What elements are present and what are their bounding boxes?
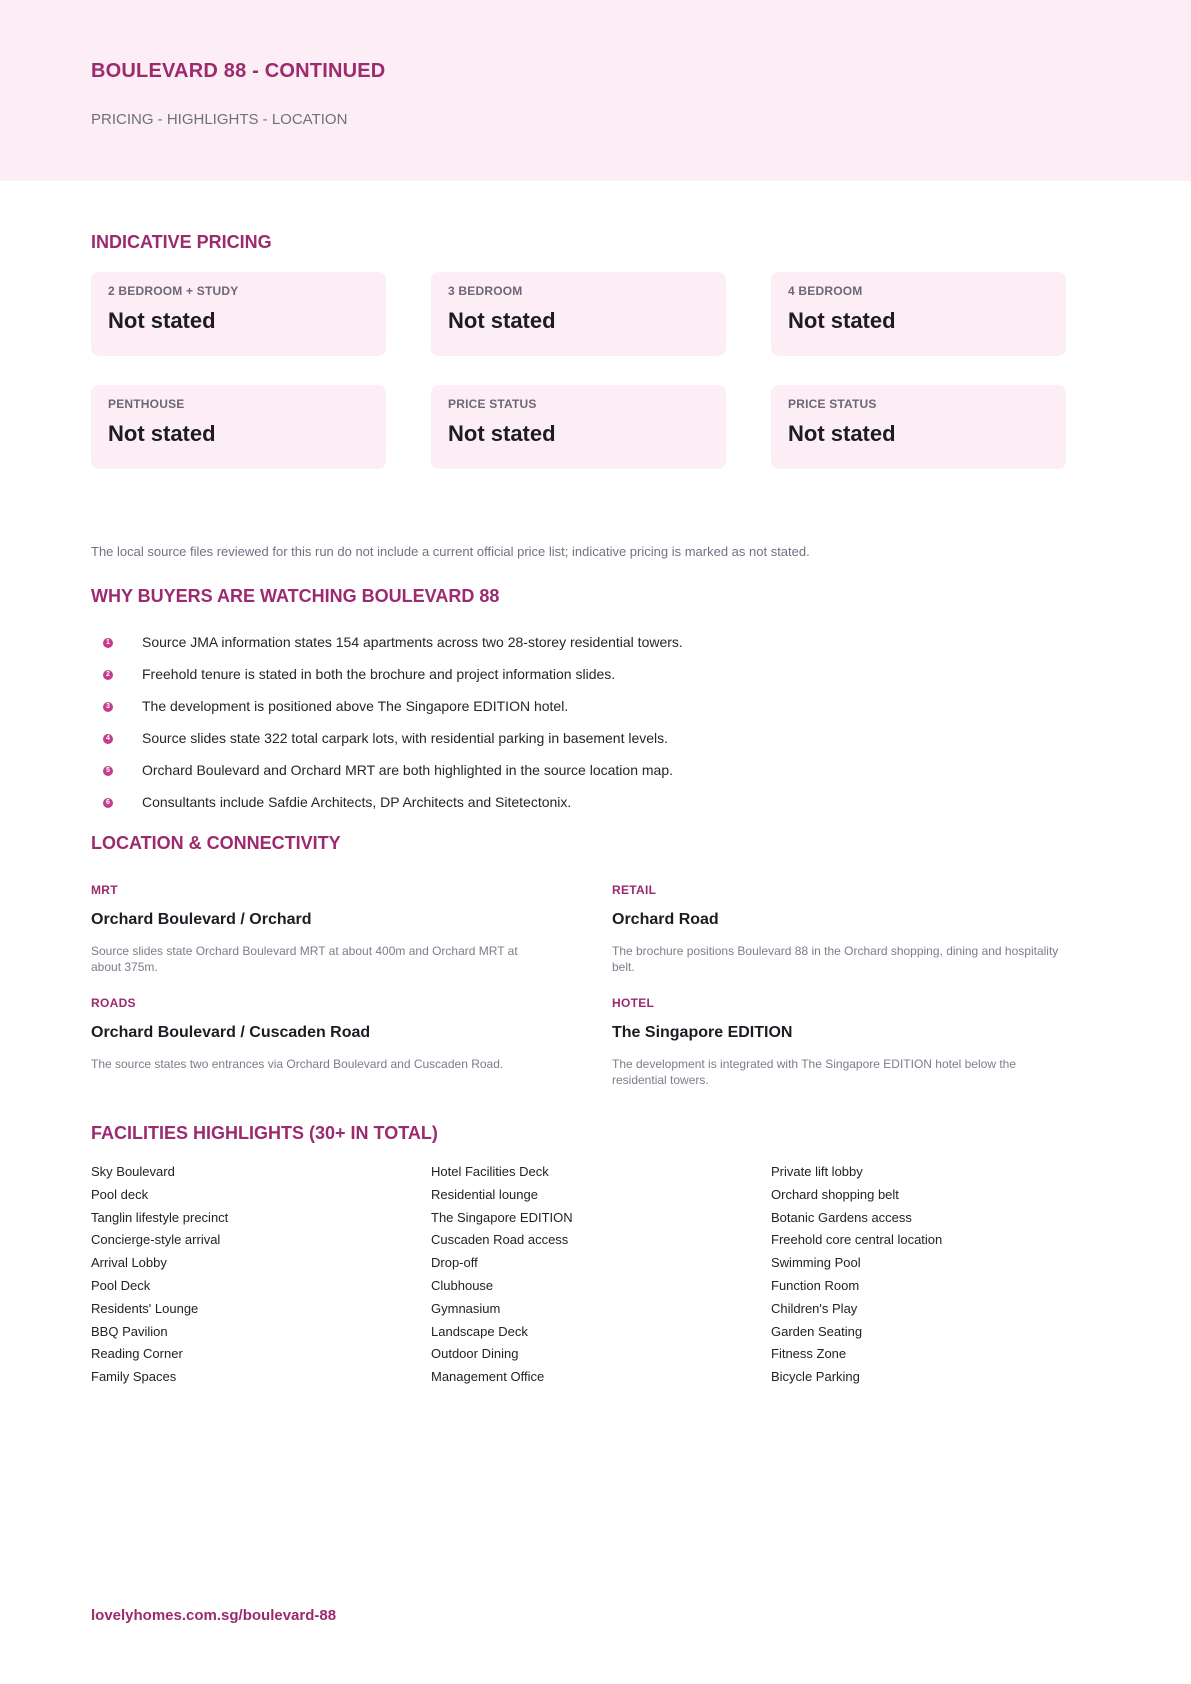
- location-item-hotel: [612, 996, 1082, 1088]
- price-card-value: Not stated: [108, 421, 216, 446]
- price-card-label: PENTHOUSE: [108, 397, 185, 411]
- facility-item: Pool Deck: [91, 1277, 151, 1293]
- list-item-text: Orchard Boulevard and Orchard MRT are both highlighted in the source location map.: [142, 762, 674, 778]
- price-card: [431, 272, 726, 356]
- location-category: HOTEL: [612, 996, 655, 1010]
- facility-item: Sky Boulevard: [91, 1164, 175, 1179]
- facilities-column-1: [91, 1164, 391, 1392]
- list-item: [91, 760, 1091, 792]
- price-card-label: PRICE STATUS: [788, 397, 877, 411]
- facility-item: Pool deck: [91, 1186, 149, 1202]
- facility-item: Reading Corner: [91, 1346, 183, 1362]
- facility-item: Residents' Lounge: [91, 1300, 199, 1316]
- location-name: Orchard Boulevard / Cuscaden Road: [91, 1024, 371, 1041]
- price-card-label: 4 BEDROOM: [788, 284, 863, 298]
- facility-item: Botanic Gardens access: [771, 1209, 912, 1225]
- location-section-title: LOCATION & CONNECTIVITY: [91, 833, 341, 853]
- facility-item: Freehold core central location: [771, 1232, 943, 1248]
- facility-item: Hotel Facilities Deck: [431, 1164, 549, 1179]
- bullet-number-icon: 1: [103, 638, 113, 648]
- facility-item: Function Room: [771, 1277, 860, 1293]
- facilities-section-title: FACILITIES HIGHLIGHTS (30+ IN TOTAL): [91, 1123, 438, 1143]
- price-card: [771, 385, 1066, 469]
- facility-item: Gymnasium: [431, 1300, 501, 1316]
- page-subtitle: PRICING - HIGHLIGHTS - LOCATION: [91, 111, 348, 128]
- price-card-label: 3 BEDROOM: [448, 284, 523, 298]
- location-item-roads: [91, 996, 561, 1072]
- price-card-label: PRICE STATUS: [448, 397, 537, 411]
- price-card-value: Not stated: [788, 421, 896, 446]
- facility-item: Management Office: [431, 1369, 545, 1385]
- price-card: [771, 272, 1066, 356]
- list-item: [91, 792, 1091, 824]
- location-category: RETAIL: [612, 883, 657, 897]
- facility-item: Family Spaces: [91, 1369, 177, 1385]
- facility-item: Fitness Zone: [771, 1346, 847, 1362]
- price-card: [91, 385, 386, 469]
- list-item: [91, 664, 1091, 696]
- price-card: [431, 385, 726, 469]
- facility-item: Cuscaden Road access: [431, 1232, 569, 1248]
- bullet-number-icon: 3: [103, 702, 113, 712]
- facilities-column-2: [431, 1164, 731, 1392]
- list-item-text: Consultants include Safdie Architects, DP Architects and Sitetectonix.: [142, 794, 572, 810]
- location-name: Orchard Boulevard / Orchard: [91, 911, 312, 928]
- list-item: [91, 728, 1091, 760]
- bullet-number-icon: 2: [103, 670, 113, 680]
- facility-item: Concierge-style arrival: [91, 1232, 221, 1248]
- price-card-value: Not stated: [448, 421, 556, 446]
- price-card: [91, 272, 386, 356]
- location-name: The Singapore EDITION: [612, 1024, 793, 1041]
- location-item-retail: [612, 883, 1082, 975]
- location-name: Orchard Road: [612, 911, 719, 928]
- facility-item: Landscape Deck: [431, 1323, 528, 1339]
- bullet-number-icon: 5: [103, 766, 113, 776]
- pricing-section-title: INDICATIVE PRICING: [91, 232, 272, 252]
- facility-item: BBQ Pavilion: [91, 1323, 168, 1339]
- facility-item: Bicycle Parking: [771, 1369, 860, 1385]
- bullet-number-icon: 6: [103, 798, 113, 808]
- page-header: [0, 0, 1191, 181]
- facility-item: Children's Play: [771, 1300, 858, 1316]
- facility-item: Orchard shopping belt: [771, 1186, 899, 1202]
- list-item-text: The development is positioned above The Singapore EDITION hotel.: [142, 698, 569, 714]
- location-description: The brochure positions Boulevard 88 in the Orchard shopping, dining and hospitality belt.: [612, 944, 1059, 974]
- list-item-text: Source slides state 322 total carpark lots, with residential parking in basement levels.: [142, 730, 669, 746]
- facility-item: Garden Seating: [771, 1323, 863, 1339]
- facility-item: Swimming Pool: [771, 1255, 861, 1271]
- bullet-number-icon: 4: [103, 734, 113, 744]
- list-item: [91, 696, 1091, 728]
- facility-item: Tanglin lifestyle precinct: [91, 1209, 229, 1225]
- facility-item: Arrival Lobby: [91, 1255, 167, 1271]
- price-card-value: Not stated: [448, 308, 556, 333]
- location-description: The source states two entrances via Orchard Boulevard and Cuscaden Road.: [91, 1057, 504, 1071]
- price-card-label: 2 BEDROOM + STUDY: [108, 284, 239, 298]
- list-item-text: Freehold tenure is stated in both the brochure and project information slides.: [142, 666, 616, 682]
- list-item-text: Source JMA information states 154 apartments across two 28-storey residential towers.: [142, 634, 683, 650]
- facility-item: Private lift lobby: [771, 1164, 863, 1179]
- location-category: ROADS: [91, 996, 136, 1010]
- facility-item: Outdoor Dining: [431, 1346, 519, 1362]
- location-item-mrt: [91, 883, 561, 975]
- footer-url[interactable]: lovelyhomes.com.sg/boulevard-88: [91, 1607, 337, 1624]
- facility-item: Clubhouse: [431, 1277, 494, 1293]
- facility-item: Drop-off: [431, 1255, 478, 1271]
- facilities-column-3: [771, 1164, 1071, 1392]
- location-category: MRT: [91, 883, 118, 897]
- highlights-list: [91, 632, 1091, 824]
- location-description: Source slides state Orchard Boulevard MRT at about 400m and Orchard MRT at about 375m.: [91, 944, 518, 974]
- price-card-value: Not stated: [108, 308, 216, 333]
- why-section-title: WHY BUYERS ARE WATCHING BOULEVARD 88: [91, 586, 500, 606]
- page-title: BOULEVARD 88 - CONTINUED: [91, 60, 386, 82]
- facility-item: Residential lounge: [431, 1186, 538, 1202]
- pricing-note: The local source files reviewed for this run do not include a current official price list; indicative pricing is marked as not stated.: [91, 544, 810, 559]
- facility-item: The Singapore EDITION: [431, 1209, 573, 1225]
- list-item: [91, 632, 1091, 664]
- price-card-value: Not stated: [788, 308, 896, 333]
- location-description: The development is integrated with The Singapore EDITION hotel below the residential towers.: [612, 1057, 1017, 1087]
